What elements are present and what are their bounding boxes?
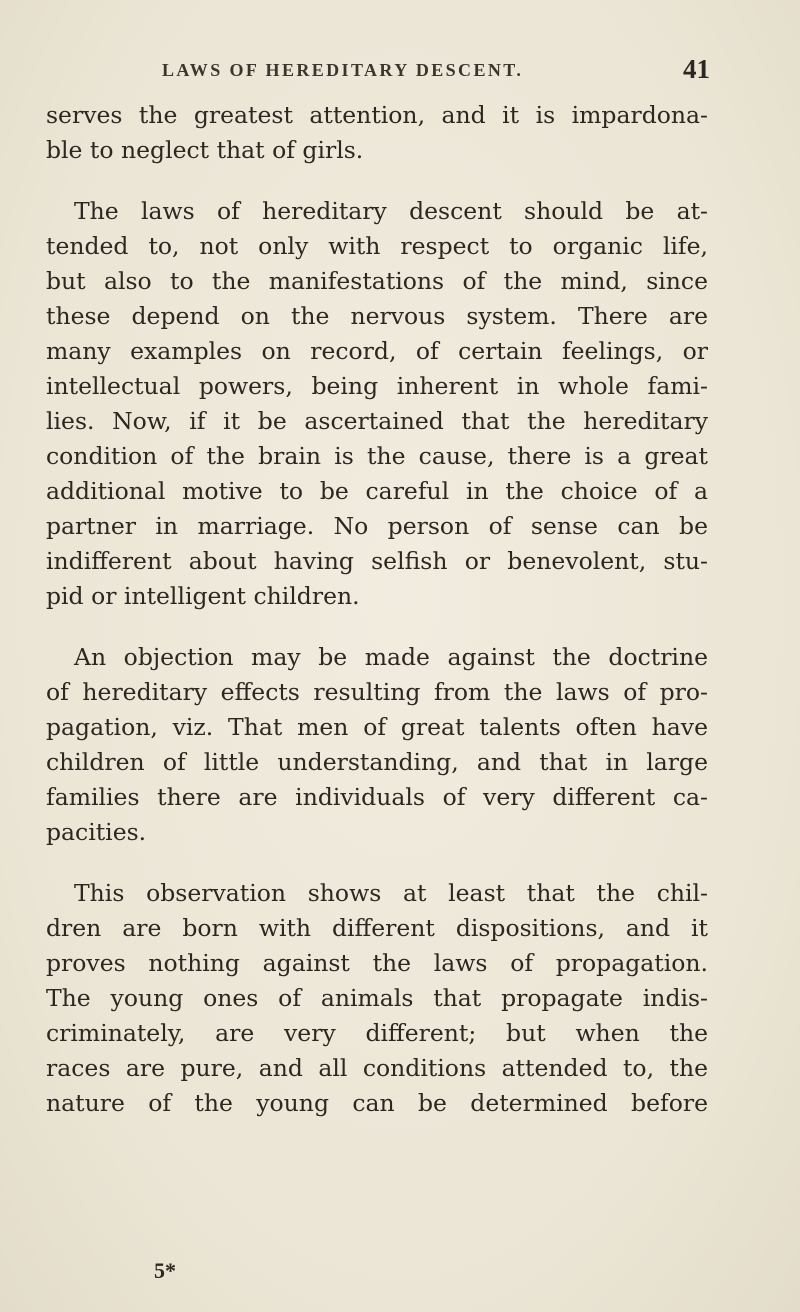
signature-mark: 5*	[154, 1258, 176, 1283]
body-text	[46, 98, 708, 1147]
text-line: The young ones of animals that propagate indis-	[46, 984, 708, 1012]
paragraph-1	[46, 98, 708, 168]
text-line: condition of the brain is the cause, there is a great	[46, 442, 708, 470]
text-line: criminately, are very different; but when the	[46, 1019, 708, 1047]
text-line: partner in marriage. No person of sense can be	[46, 512, 708, 540]
text-line: but also to the manifestations of the mind, since	[46, 267, 708, 295]
text-line: serves the greatest attention, and it is impardona-	[46, 101, 708, 129]
text-line: proves nothing against the laws of propagation.	[46, 949, 708, 977]
text-line: tended to, not only with respect to organic life,	[46, 232, 708, 260]
paragraph-3	[46, 640, 708, 850]
text-line: indifferent about having selfish or benevolent, stu-	[46, 547, 708, 575]
text-line: nature of the young can be determined before	[46, 1089, 708, 1117]
text-line: many examples on record, of certain feelings, or	[46, 337, 708, 365]
text-line: pacities.	[46, 818, 147, 846]
text-line: of hereditary effects resulting from the laws of pro-	[46, 678, 708, 706]
text-line: pid or intelligent children.	[46, 582, 360, 610]
text-line: lies. Now, if it be ascertained that the hereditary	[46, 407, 708, 435]
text-line: additional motive to be careful in the choice of a	[46, 477, 708, 505]
paragraph-4	[46, 876, 708, 1121]
text-line: races are pure, and all conditions attended to, the	[46, 1054, 708, 1082]
text-line: these depend on the nervous system. There are	[46, 302, 708, 330]
text-line: families there are individuals of very different ca-	[46, 783, 708, 811]
text-line: An objection may be made against the doctrine	[74, 643, 708, 671]
running-head: LAWS OF HEREDITARY DESCENT.	[162, 60, 524, 80]
text-line: This observation shows at least that the chil-	[74, 879, 708, 907]
text-line: dren are born with different dispositions, and it	[46, 914, 708, 942]
text-line: pagation, viz. That men of great talents often have	[46, 713, 708, 741]
paragraph-2	[46, 194, 708, 614]
text-line: intellectual powers, being inherent in whole fami-	[46, 372, 708, 400]
text-line: ble to neglect that of girls.	[46, 136, 364, 164]
page-number: 41	[683, 54, 710, 84]
page-header	[90, 56, 710, 92]
text-line: The laws of hereditary descent should be at-	[74, 197, 708, 225]
text-line: children of little understanding, and that in large	[46, 748, 708, 776]
